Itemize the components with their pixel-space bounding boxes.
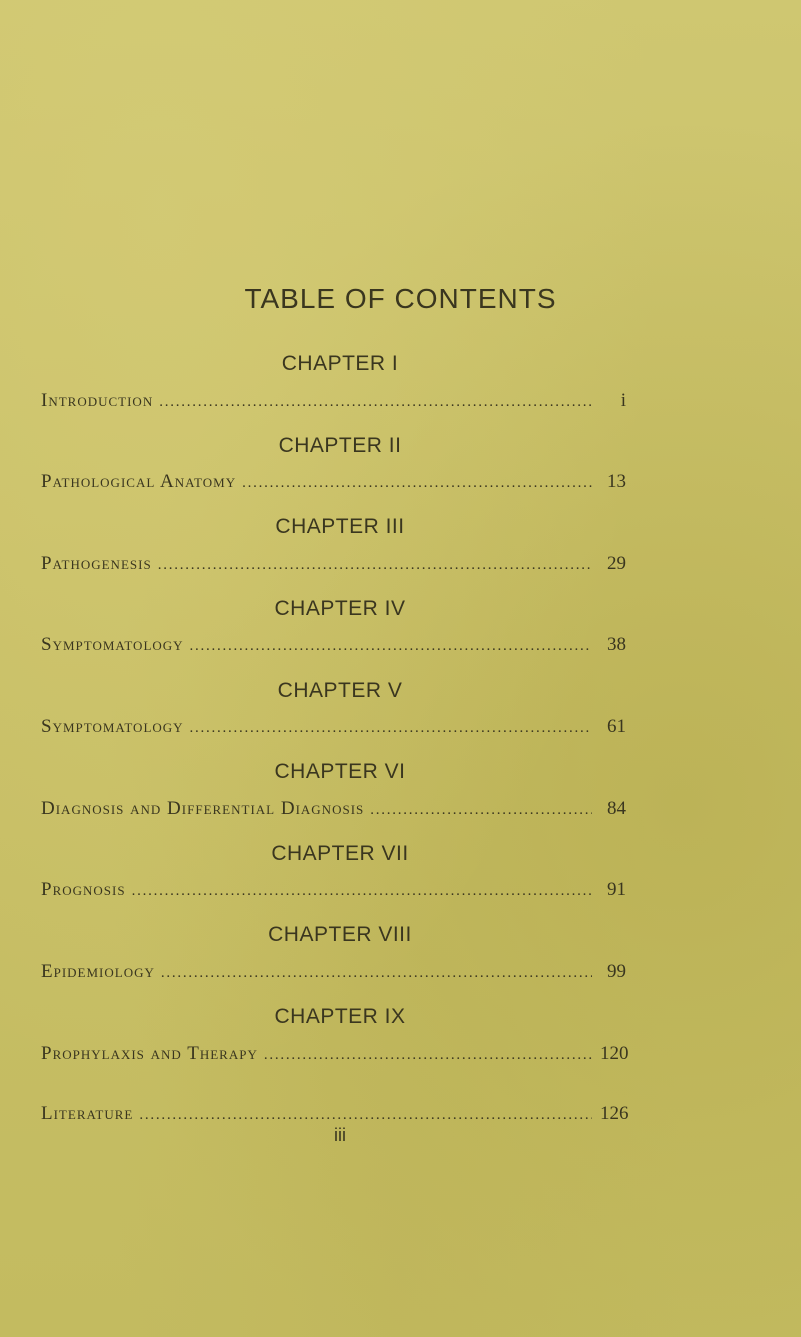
toc-entry (41, 471, 626, 497)
dot-leader (190, 638, 592, 655)
toc-entry-label: Diagnosis and Differential Diagnosis (41, 798, 365, 819)
dot-leader (158, 557, 592, 574)
dot-leader (370, 802, 592, 819)
toc-entry-page: 13 (607, 471, 626, 492)
toc-entry-page: 91 (607, 879, 626, 900)
dot-leader (139, 1107, 592, 1124)
toc-entry-label: Introduction (41, 390, 154, 411)
toc-entry-label: Symptomatology (41, 716, 184, 737)
chapter-heading: CHAPTER II (278, 434, 402, 457)
toc-entry-label: Literature (41, 1103, 134, 1124)
chapter-heading: CHAPTER VI (274, 760, 406, 783)
toc-entry-page: 38 (607, 634, 626, 655)
dot-leader (264, 1047, 592, 1064)
dot-leader (190, 720, 592, 737)
toc-entry-label: Prognosis (41, 879, 126, 900)
dot-leader (242, 475, 592, 492)
toc-entry-label: Symptomatology (41, 634, 184, 655)
chapter-heading: CHAPTER IX (274, 1005, 406, 1028)
toc-entry (41, 1043, 629, 1069)
toc-entry-page: 126 (600, 1103, 629, 1124)
toc-entry (41, 961, 626, 987)
toc-entry (41, 716, 626, 742)
toc-entry-page: 61 (607, 716, 626, 737)
dot-leader (161, 965, 592, 982)
toc-entry-label: Epidemiology (41, 961, 155, 982)
toc-entry-label: Pathological Anatomy (41, 471, 237, 492)
chapter-heading: CHAPTER I (281, 352, 399, 375)
page-number: iii (334, 1125, 346, 1145)
toc-entry-page: 84 (607, 798, 626, 819)
toc-entry-label: Pathogenesis (41, 553, 152, 574)
chapter-heading: CHAPTER III (275, 515, 405, 538)
dot-leader (132, 883, 592, 900)
page-title: TABLE OF CONTENTS (244, 283, 557, 314)
toc-entry (41, 879, 626, 905)
toc-entry (41, 634, 626, 660)
toc-entry-page: 29 (607, 553, 626, 574)
chapter-heading: CHAPTER IV (274, 597, 406, 620)
chapter-heading: CHAPTER V (277, 679, 403, 702)
toc-entry-label: Prophylaxis and Therapy (41, 1043, 258, 1064)
toc-entry-page: i (620, 390, 626, 411)
toc-entry (41, 390, 626, 416)
toc-entry (41, 553, 626, 579)
chapter-heading: CHAPTER VII (271, 842, 409, 865)
toc-entry (41, 798, 626, 824)
toc-entry-page: 99 (607, 961, 626, 982)
dot-leader (159, 394, 592, 411)
toc-entry-page: 120 (600, 1043, 629, 1064)
chapter-heading: CHAPTER VIII (268, 923, 412, 946)
